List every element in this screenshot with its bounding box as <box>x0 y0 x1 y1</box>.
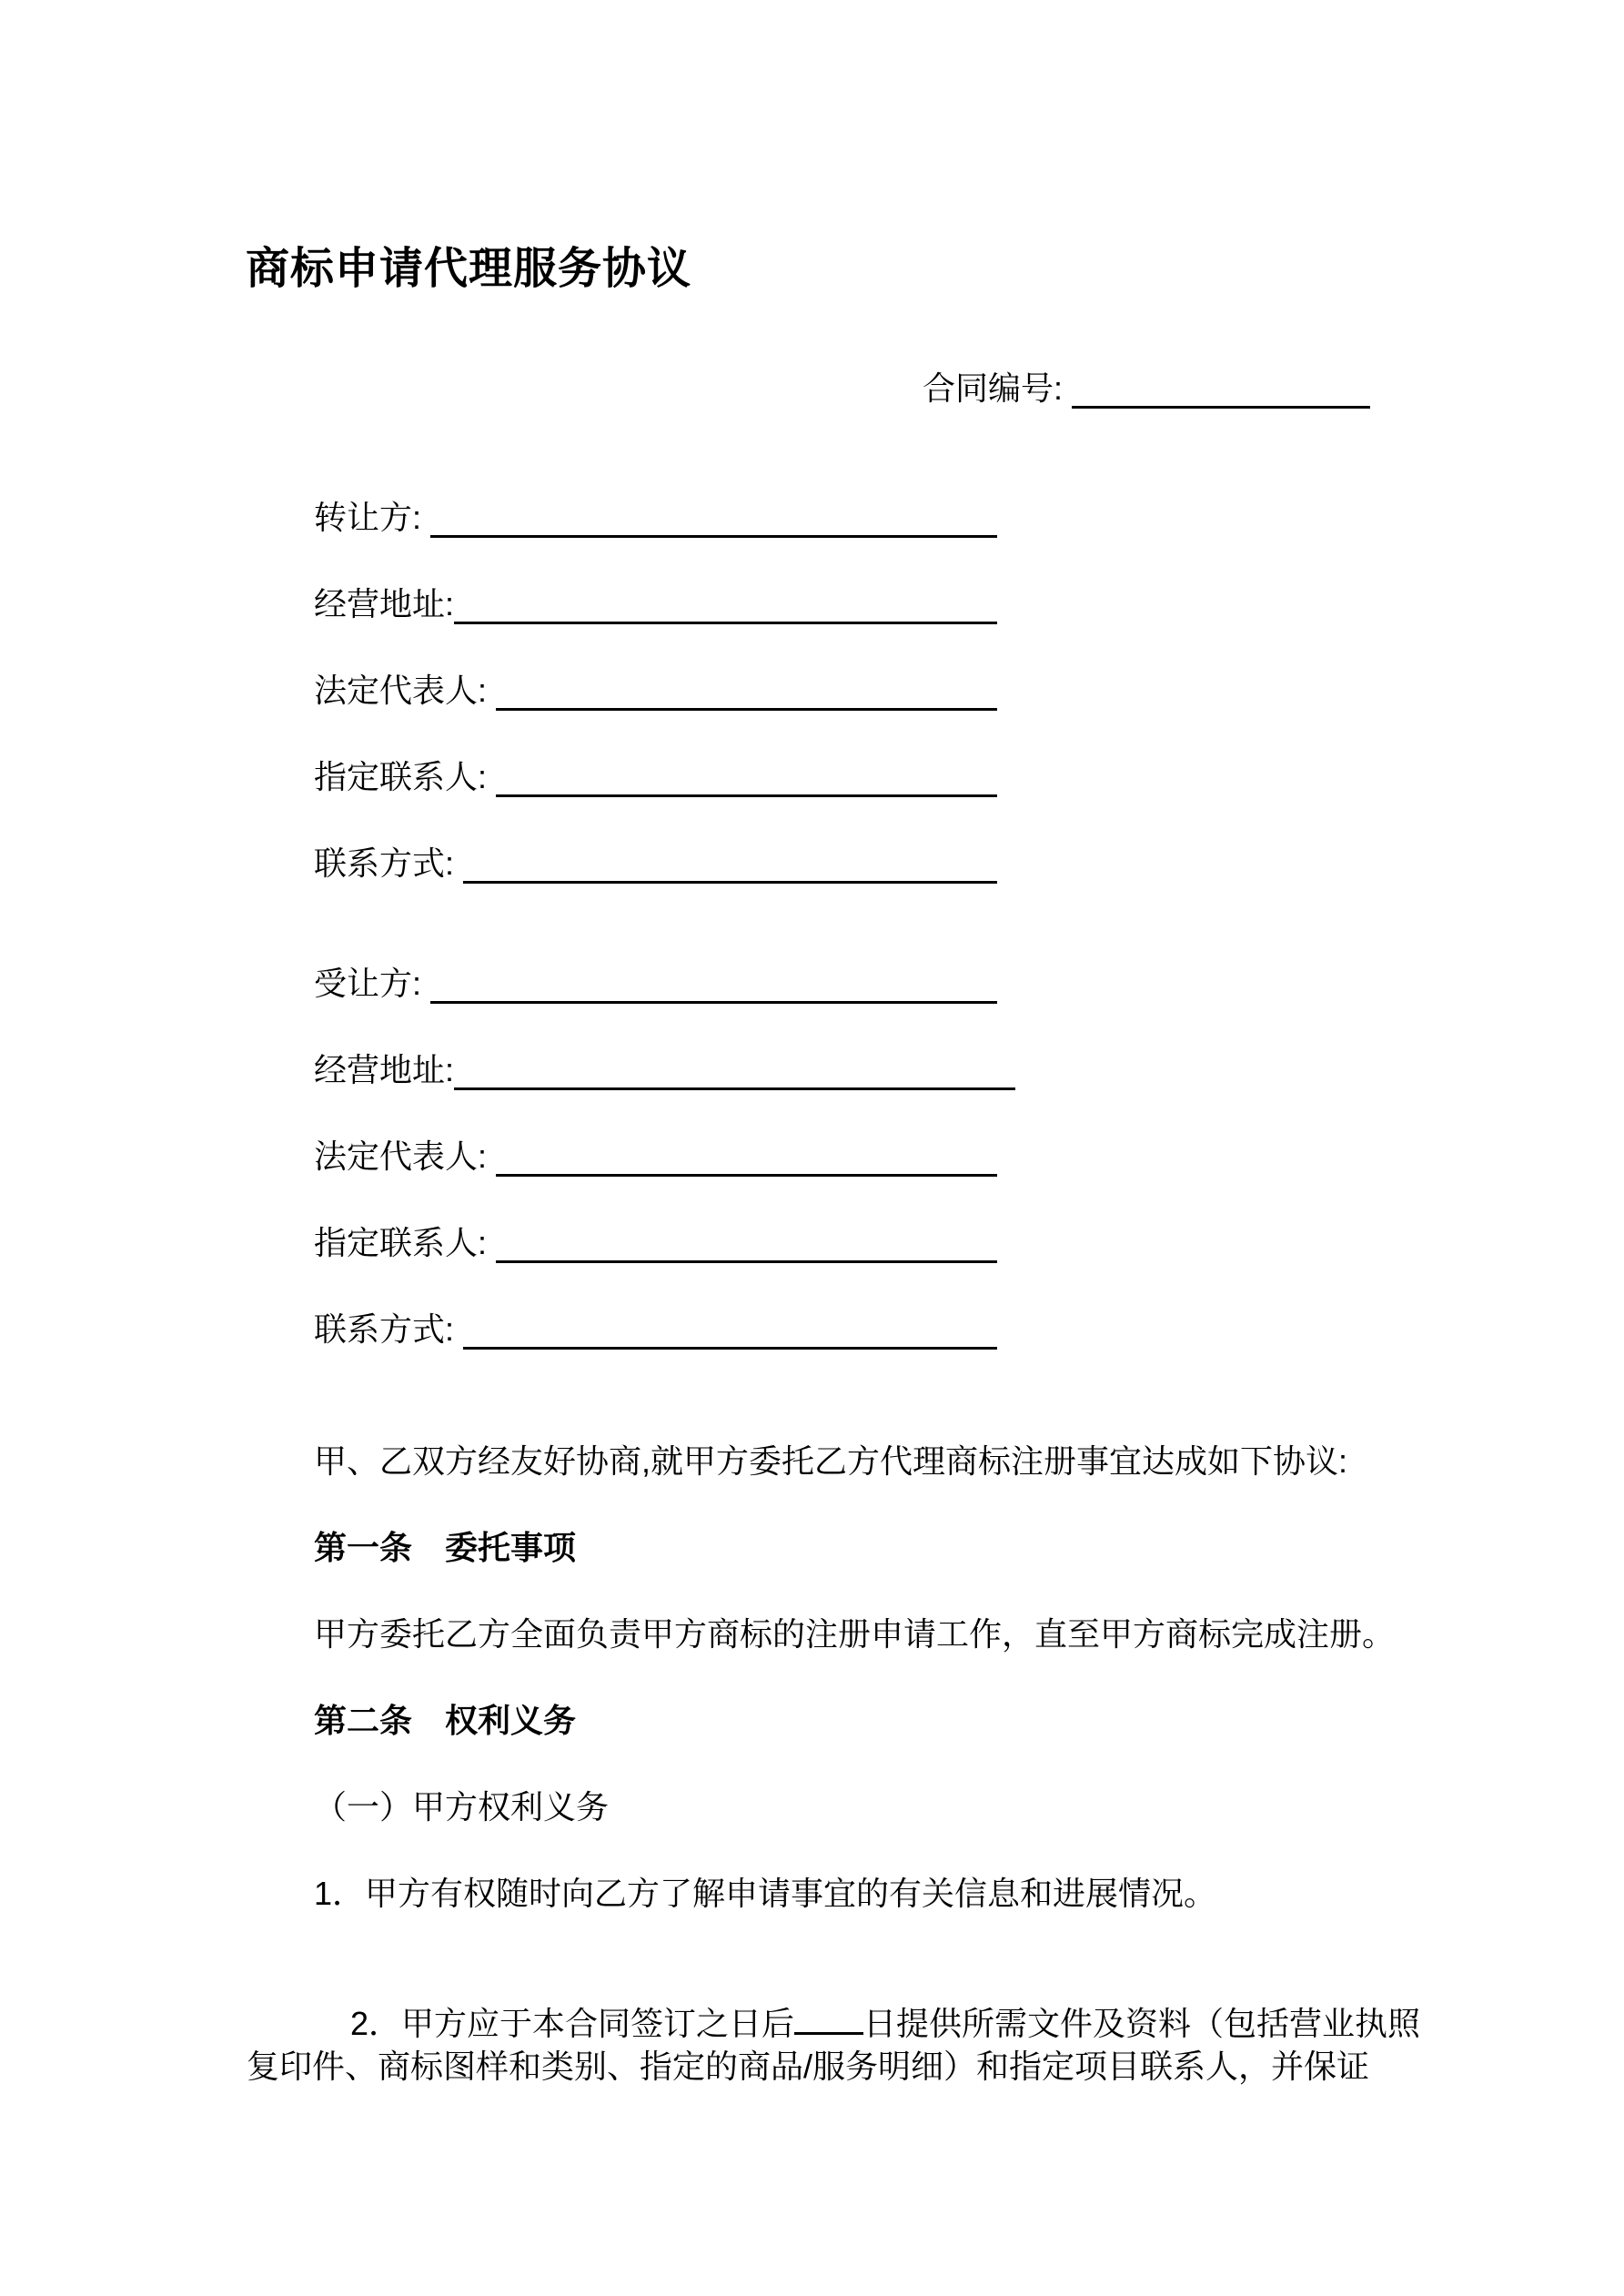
transferee-address-label: 经营地址: <box>314 1051 455 1088</box>
item2-text-before: 2．甲方应于本合同签订之日后 <box>350 2005 795 2042</box>
intro-paragraph: 甲、乙双方经友好协商,就甲方委托乙方代理商标注册事宜达成如下协议: <box>314 1442 1348 1480</box>
transferee-legal-rep-row <box>314 1136 997 1177</box>
transferee-contact-person-row <box>314 1222 997 1263</box>
document-title: 商标申请代理服务协议 <box>246 245 692 293</box>
transferee-address-fill-line <box>454 1049 1015 1090</box>
transferor-contact-person-label: 指定联系人: <box>314 758 497 795</box>
transferee-contact-info-fill-line <box>463 1309 997 1350</box>
transferor-name-row <box>314 497 997 538</box>
article1-heading: 第一条 委托事项 <box>314 1529 577 1566</box>
article2-heading: 第二条 权利义务 <box>314 1702 577 1739</box>
transferor-address-fill-line <box>454 583 997 624</box>
transferor-address-row <box>314 583 997 624</box>
article1-text: 甲方委托乙方全面负责甲方商标的注册申请工作，直至甲方商标完成注册。 <box>314 1615 1396 1653</box>
transferee-name-fill-line <box>430 963 997 1004</box>
transferor-address-label: 经营地址: <box>314 585 455 622</box>
transferor-legal-rep-fill-line <box>496 670 997 711</box>
contract-number-label: 合同编号: <box>923 369 1073 407</box>
transferee-legal-rep-fill-line <box>496 1136 997 1177</box>
transferor-legal-rep-row <box>314 670 997 711</box>
transferee-address-row <box>314 1049 1015 1090</box>
transferee-name-label: 受让方: <box>314 965 431 1002</box>
transferor-name-label: 转让方: <box>314 499 431 536</box>
contract-number-fill-line <box>1072 368 1370 409</box>
transferor-contact-info-row <box>314 843 997 884</box>
transferor-contact-person-fill-line <box>496 756 997 797</box>
transferee-contact-person-fill-line <box>496 1222 997 1263</box>
transferee-contact-person-label: 指定联系人: <box>314 1224 497 1261</box>
transferor-contact-info-fill-line <box>463 843 997 884</box>
transferor-name-fill-line <box>430 497 997 538</box>
transferee-contact-info-row <box>314 1309 997 1350</box>
transferee-legal-rep-label: 法定代表人: <box>314 1138 497 1175</box>
transferor-contact-info-label: 联系方式: <box>314 845 464 882</box>
transferor-contact-person-row <box>314 756 997 797</box>
contract-number-row <box>923 368 1384 409</box>
section1-heading: （一）甲方权利义务 <box>314 1788 610 1826</box>
transferee-name-row <box>314 963 997 1004</box>
transferee-contact-info-label: 联系方式: <box>314 1310 464 1348</box>
item2-text-after: 日提供所需文件及资料（包括营业执照 <box>863 2005 1421 2042</box>
item2-continuation: 复印件、商标图样和类别、指定的商品/服务明细）和指定项目联系人，并保证 <box>247 2048 1370 2085</box>
item2-days-fill-line <box>794 2001 863 2035</box>
item1-text: 1．甲方有权随时向乙方了解申请事宜的有关信息和进展情况。 <box>314 1875 1217 1912</box>
transferor-legal-rep-label: 法定代表人: <box>314 672 497 709</box>
